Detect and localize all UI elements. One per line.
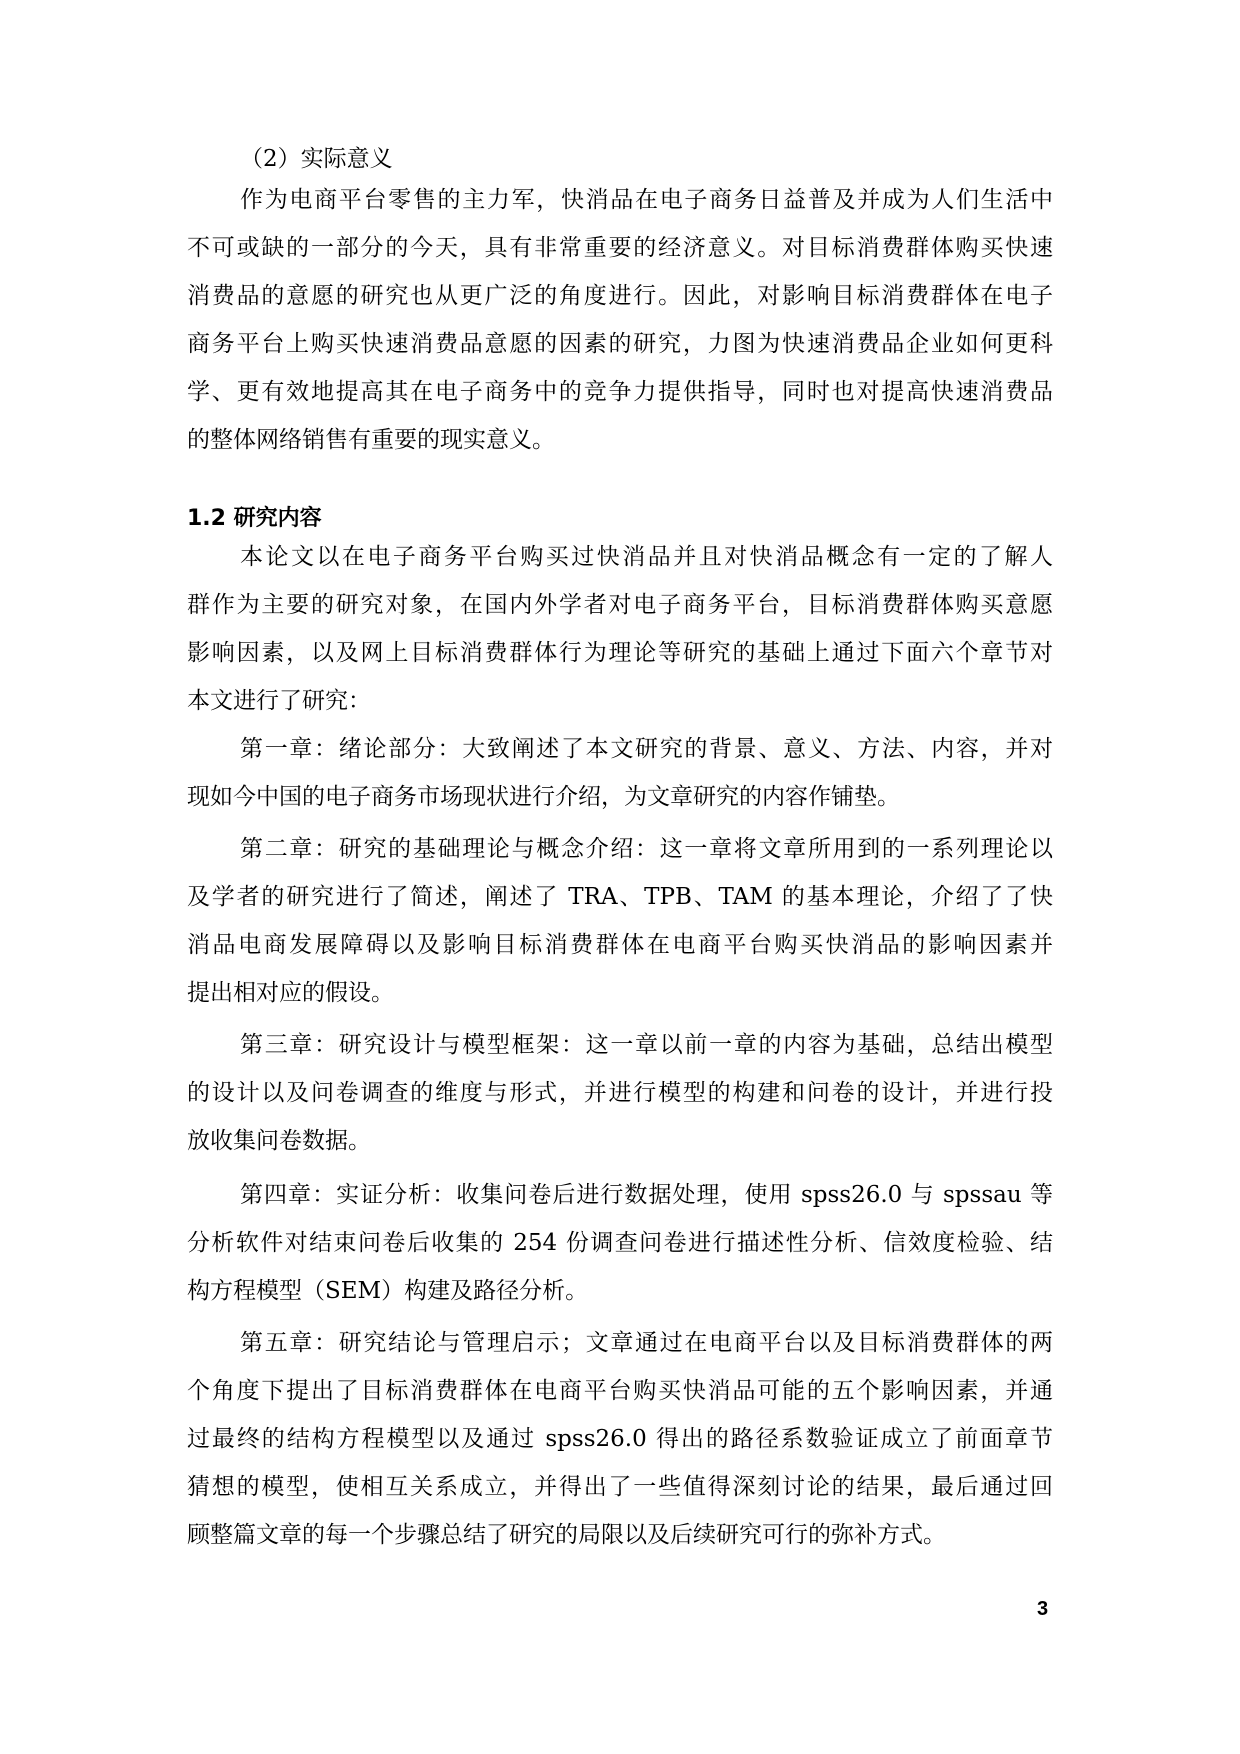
paragraph-line: 本文进行了研究： xyxy=(187,688,371,714)
chapter-2-line: 及学者的研究进行了简述，阐述了 TRA、TPB、TAM 的基本理论，介绍了了快 xyxy=(187,884,1053,910)
chapter-4-line: 构方程模型（SEM）构建及路径分析。 xyxy=(187,1278,589,1304)
chapter-5-line: 猜想的模型，使相互关系成立，并得出了一些值得深刻讨论的结果，最后通过回 xyxy=(187,1474,1053,1500)
section-heading: 1.2 研究内容 xyxy=(187,506,322,531)
paragraph-line: 作为电商平台零售的主力军，快消品在电子商务日益普及并成为人们生活中 xyxy=(240,187,1053,213)
chapter-3-line: 的设计以及问卷调查的维度与形式，并进行模型的构建和问卷的设计，并进行投 xyxy=(187,1080,1053,1106)
paragraph-line: 的整体网络销售有重要的现实意义。 xyxy=(187,427,555,453)
chapter-2-line: 提出相对应的假设。 xyxy=(187,980,394,1006)
chapter-1-line: 现如今中国的电子商务市场现状进行介绍，为文章研究的内容作铺垫。 xyxy=(187,784,900,810)
paragraph-line: 消费品的意愿的研究也从更广泛的角度进行。因此，对影响目标消费群体在电子 xyxy=(187,283,1053,309)
chapter-3-line: 放收集问卷数据。 xyxy=(187,1128,371,1154)
chapter-2-line: 消品电商发展障碍以及影响目标消费群体在电商平台购买快消品的影响因素并 xyxy=(187,932,1053,958)
paragraph-line: 商务平台上购买快速消费品意愿的因素的研究，力图为快速消费品企业如何更科 xyxy=(187,331,1053,357)
chapter-4-line: 分析软件对结束问卷后收集的 254 份调查问卷进行描述性分析、信效度检验、结 xyxy=(187,1230,1053,1256)
chapter-3-line: 第三章：研究设计与模型框架：这一章以前一章的内容为基础，总结出模型 xyxy=(240,1032,1053,1058)
chapter-1-line: 第一章：绪论部分：大致阐述了本文研究的背景、意义、方法、内容，并对 xyxy=(240,736,1053,762)
chapter-5-line: 过最终的结构方程模型以及通过 spss26.0 得出的路径系数验证成立了前面章节 xyxy=(187,1426,1053,1452)
chapter-5-line: 第五章：研究结论与管理启示；文章通过在电商平台以及目标消费群体的两 xyxy=(240,1330,1053,1356)
chapter-4-line: 第四章：实证分析：收集问卷后进行数据处理，使用 spss26.0 与 spssau 等 xyxy=(240,1182,1053,1208)
chapter-5-line: 顾整篇文章的每一个步骤总结了研究的局限以及后续研究可行的弥补方式。 xyxy=(187,1522,946,1548)
paragraph-line: 群作为主要的研究对象，在国内外学者对电子商务平台，目标消费群体购买意愿 xyxy=(187,592,1053,618)
paragraph-line: 学、更有效地提高其在电子商务中的竞争力提供指导，同时也对提高快速消费品 xyxy=(187,379,1053,405)
subsection-title: （2）实际意义 xyxy=(240,146,393,172)
chapter-2-line: 第二章：研究的基础理论与概念介绍：这一章将文章所用到的一系列理论以 xyxy=(240,836,1053,862)
paragraph-line: 影响因素，以及网上目标消费群体行为理论等研究的基础上通过下面六个章节对 xyxy=(187,640,1053,666)
paragraph-line: 不可或缺的一部分的今天，具有非常重要的经济意义。对目标消费群体购买快速 xyxy=(187,235,1053,261)
paragraph-line: 本论文以在电子商务平台购买过快消品并且对快消品概念有一定的了解人 xyxy=(240,544,1053,570)
page-number: 3 xyxy=(1037,1598,1049,1620)
chapter-5-line: 个角度下提出了目标消费群体在电商平台购买快消品可能的五个影响因素，并通 xyxy=(187,1378,1053,1404)
